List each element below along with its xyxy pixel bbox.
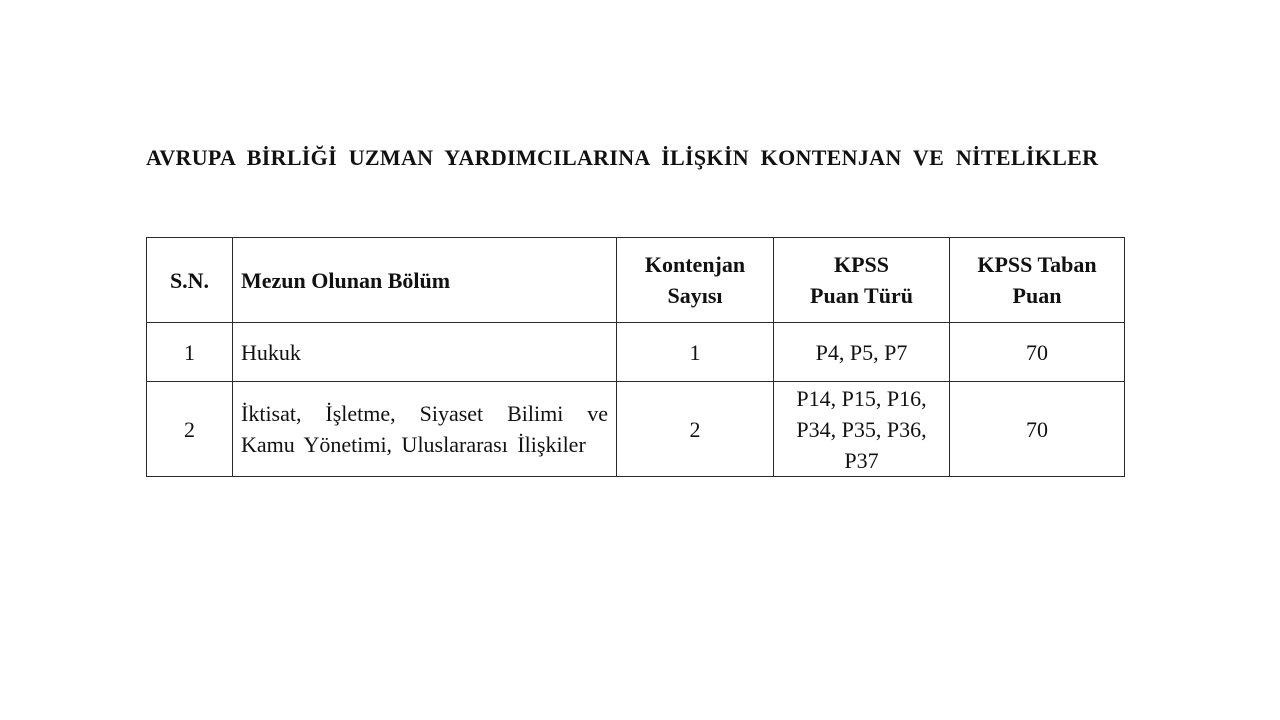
header-base-score	[950, 238, 1125, 323]
cell-quota: 2	[617, 382, 774, 477]
quota-table	[146, 237, 1125, 477]
header-score-type	[774, 238, 950, 323]
cell-score-types: P14, P15, P16, P34, P35, P36, P37	[774, 382, 950, 477]
header-score-type-line2: Puan Türü	[810, 283, 913, 308]
header-base-score-line2: Puan	[1012, 283, 1062, 308]
cell-base-score: 70	[950, 382, 1125, 477]
cell-base-score: 70	[950, 323, 1125, 382]
document-title: AVRUPA BİRLİĞİ UZMAN YARDIMCILARINA İLİŞKİN KONTENJAN VE NİTELİKLER	[146, 145, 1099, 170]
table-header-row	[147, 238, 1125, 323]
cell-sn: 1	[147, 323, 233, 382]
table-row	[147, 323, 1125, 382]
cell-quota: 1	[617, 323, 774, 382]
table-row	[147, 382, 1125, 477]
cell-sn: 2	[147, 382, 233, 477]
header-quota-line2: Sayısı	[667, 283, 723, 308]
header-quota	[617, 238, 774, 323]
header-department: Mezun Olunan Bölüm	[233, 238, 617, 323]
header-score-type-line1: KPSS	[833, 252, 890, 277]
cell-score-types: P4, P5, P7	[774, 323, 950, 382]
header-base-score-line1: KPSS Taban	[977, 252, 1097, 277]
cell-department: İktisat, İşletme, Siyaset Bilimi ve Kamu Yönetimi, Uluslararası İlişkiler	[233, 382, 617, 477]
header-sn: S.N.	[147, 238, 233, 323]
cell-department: Hukuk	[233, 323, 617, 382]
header-quota-line1: Kontenjan	[644, 252, 746, 277]
